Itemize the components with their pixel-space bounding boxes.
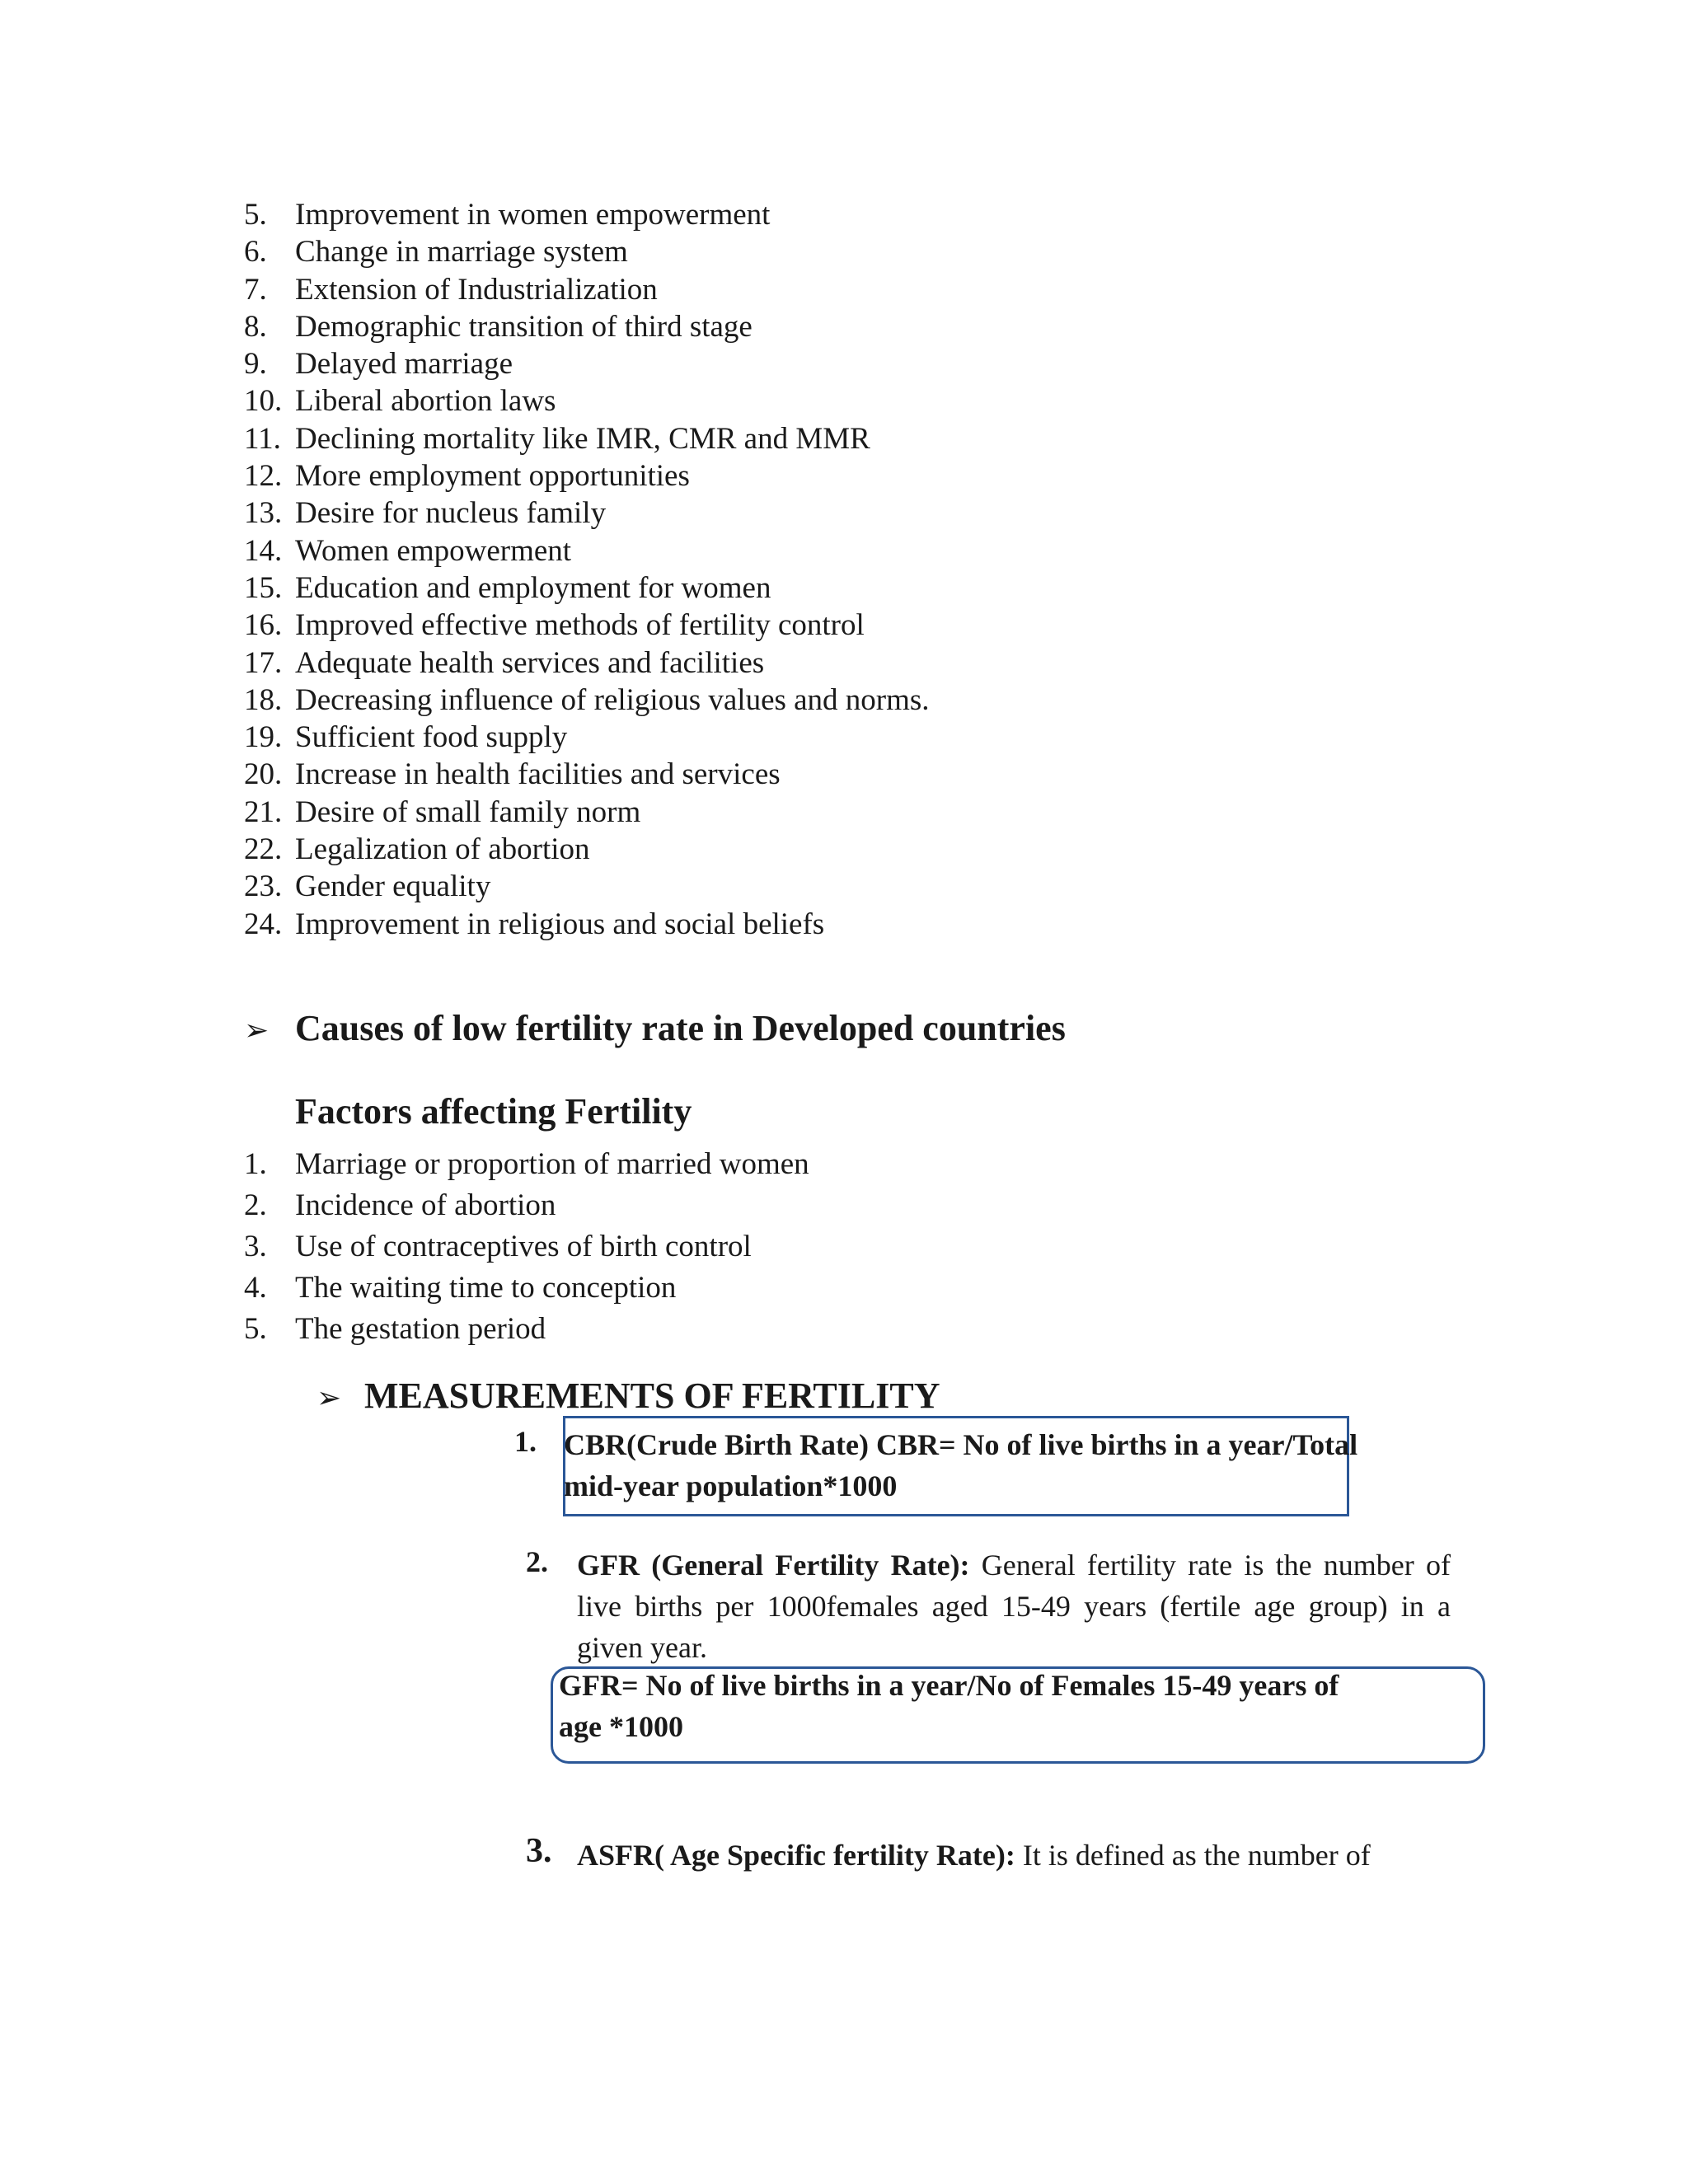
- list-item: 10. Liberal abortion laws: [244, 384, 556, 419]
- list-item: 13. Desire for nucleus family: [244, 496, 607, 531]
- list-item: 5. The gestation period: [244, 1312, 546, 1346]
- gfr-formula: GFR= No of live births in a year/No of Females 15-49 years of age *1000: [559, 1669, 1339, 1743]
- list-item: 23. Gender equality: [244, 869, 491, 904]
- measurement-number: 3.: [526, 1832, 552, 1870]
- list-item: 20. Increase in health facilities and services: [244, 757, 781, 792]
- section-heading-causes: ➢ Causes of low fertility rate in Developed countries: [244, 1008, 1066, 1048]
- fertility-decline-factors-list: [244, 196, 930, 943]
- list-item: 16. Improved effective methods of fertility control: [244, 608, 865, 643]
- measurement-number: 2.: [526, 1545, 548, 1578]
- list-item: 21. Desire of small family norm: [244, 794, 641, 829]
- asfr-definition: ASFR( Age Specific fertility Rate): It is defined as the number of: [577, 1839, 1371, 1872]
- list-item: 17. Adequate health services and facilities: [244, 645, 765, 680]
- section-heading-measurements: ➢ MEASUREMENTS OF FERTILITY: [316, 1376, 940, 1416]
- list-item: 18. Decreasing influence of religious values and norms.: [244, 682, 930, 717]
- list-item: 8. Demographic transition of third stage: [244, 309, 753, 344]
- arrowhead-bullet-icon: ➢: [316, 1381, 342, 1415]
- list-item: 14. Women empowerment: [244, 533, 572, 568]
- list-item: 11. Declining mortality like IMR, CMR and MMR: [244, 421, 870, 456]
- list-item: 7. Extension of Industrialization: [244, 272, 658, 307]
- list-item: 6. Change in marriage system: [244, 235, 628, 269]
- list-item: 1. Marriage or proportion of married women: [244, 1147, 809, 1181]
- list-item: 19. Sufficient food supply: [244, 720, 568, 755]
- fertility-factors-list: [244, 1144, 809, 1350]
- list-item: 24. Improvement in religious and social beliefs: [244, 907, 825, 941]
- list-item: 22. Legalization of abortion: [244, 832, 590, 867]
- cbr-formula: CBR(Crude Birth Rate) CBR= No of live births in a year/Total mid-year population*1000: [564, 1428, 1358, 1502]
- list-item: 5. Improvement in women empowerment: [244, 198, 771, 232]
- list-item: 15. Education and employment for women: [244, 570, 771, 605]
- list-item: 12. More employment opportunities: [244, 459, 690, 494]
- arrowhead-bullet-icon: ➢: [244, 1014, 270, 1047]
- gfr-definition: GFR (General Fertility Rate): General fertility rate is the number of live births per 1000females aged 15-49 years (fertile age group) in a given year.: [577, 1549, 1451, 1664]
- list-item: 2. Incidence of abortion: [244, 1188, 556, 1222]
- list-item: 9. Delayed marriage: [244, 347, 513, 382]
- list-item: 4. The waiting time to conception: [244, 1271, 677, 1305]
- section-heading-factors: Factors affecting Fertility: [295, 1091, 692, 1132]
- list-item: 3. Use of contraceptives of birth control: [244, 1230, 752, 1263]
- measurement-number: 1.: [514, 1425, 537, 1458]
